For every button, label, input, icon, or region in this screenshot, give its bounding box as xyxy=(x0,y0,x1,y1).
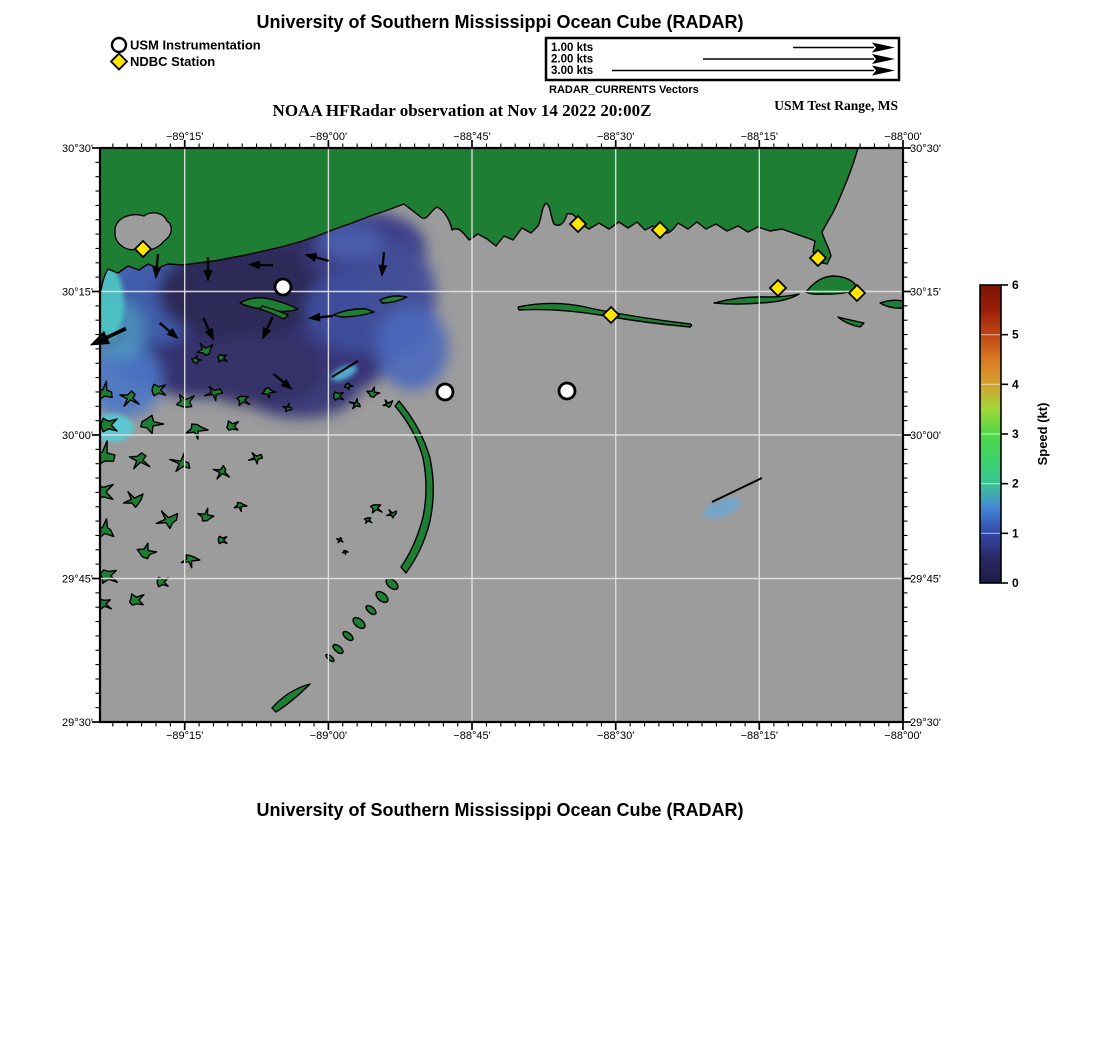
lat-label-right: 30°30' xyxy=(910,143,941,155)
vector-scale-2kt-label: 2.00 kts xyxy=(551,53,594,66)
lat-label-right: 29°30' xyxy=(910,717,941,729)
lon-label-bottom: −88°15' xyxy=(740,730,779,742)
colorbar-tick-label: 6 xyxy=(1012,278,1019,292)
colorbar-tick-label: 0 xyxy=(1012,576,1019,590)
usm-instrument-marker xyxy=(275,279,291,295)
lon-label-bottom: −89°00' xyxy=(309,730,348,742)
lon-label-top: −88°00' xyxy=(884,131,922,143)
lon-label-bottom: −88°30' xyxy=(596,730,635,742)
lon-label-bottom: −89°15' xyxy=(165,730,204,742)
colorbar-tick-label: 4 xyxy=(1012,377,1019,392)
colorbar-tick-label: 5 xyxy=(1012,327,1019,342)
page-title: University of Southern Mississippi Ocean Cube (RADAR) xyxy=(256,12,744,32)
lat-label-left: 30°15' xyxy=(62,286,93,299)
vector-scale-3kt-label: 3.00 kts xyxy=(551,65,594,77)
lat-label-right: 30°00' xyxy=(910,430,941,442)
lon-label-top: −89°00' xyxy=(309,131,348,143)
lat-label-left: 29°45' xyxy=(62,573,93,586)
legend-usm-label: USM Instrumentation xyxy=(130,37,261,53)
usm-instrument-marker xyxy=(559,383,575,399)
lat-label-right: 30°15' xyxy=(910,286,941,299)
lat-label-left: 30°30' xyxy=(62,143,93,155)
colorbar-tick-label: 1 xyxy=(1012,526,1019,541)
lat-label-left: 30°00' xyxy=(62,430,93,442)
lat-label-left: 29°30' xyxy=(62,717,93,729)
test-range-label: USM Test Range, MS xyxy=(774,98,898,113)
lat-label-right: 29°45' xyxy=(910,573,941,586)
lon-label-top: −89°15' xyxy=(165,131,204,143)
observation-subtitle: NOAA HFRadar observation at Nov 14 2022 20:00Z xyxy=(272,101,652,120)
map xyxy=(62,131,941,742)
vector-scale-1kt-label: 1.00 kts xyxy=(551,42,594,54)
lon-label-bottom: −88°45' xyxy=(453,730,491,742)
colorbar-axis-label: Speed (kt) xyxy=(1035,402,1050,466)
lon-label-top: −88°15' xyxy=(740,131,779,143)
colorbar-tick-label: 2 xyxy=(1012,476,1019,491)
usm-instrumentation-icon xyxy=(112,38,126,52)
colorbar-tick-label: 3 xyxy=(1012,427,1019,441)
footer-title: University of Southern Mississippi Ocean Cube (RADAR) xyxy=(256,800,744,820)
lon-label-bottom: −88°00' xyxy=(884,730,922,742)
usm-instrument-marker xyxy=(437,384,453,400)
vector-scale-caption: RADAR_CURRENTS Vectors xyxy=(549,84,699,96)
lon-label-top: −88°45' xyxy=(453,131,491,143)
legend-ndbc-label: NDBC Station xyxy=(130,54,216,69)
lon-label-top: −88°30' xyxy=(596,131,635,143)
